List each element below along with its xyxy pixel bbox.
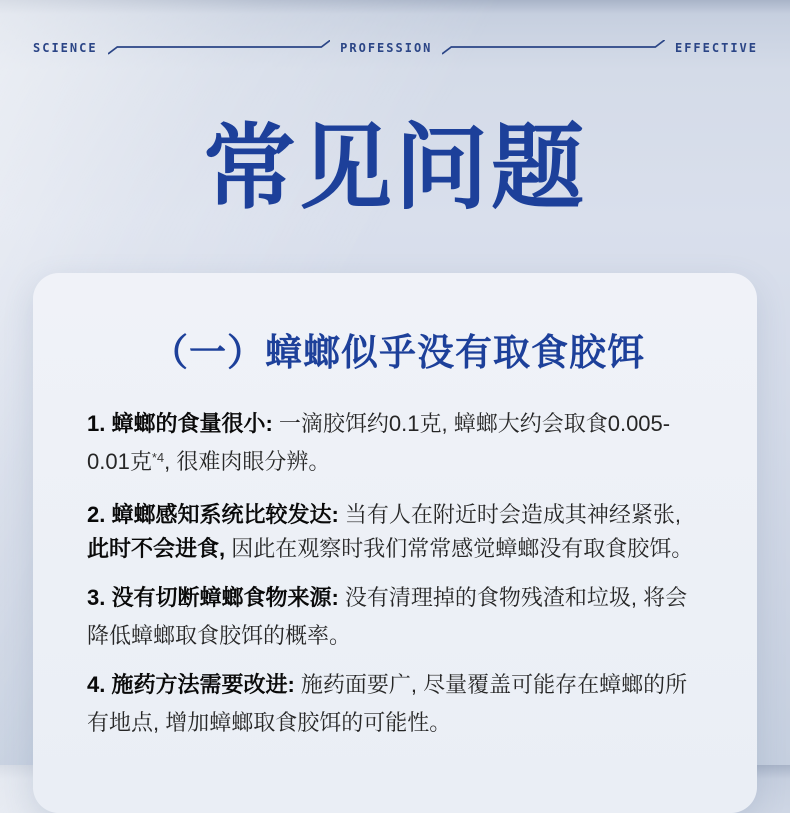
faq-card — [33, 273, 757, 813]
faq-item-bold-text: 此时不会进食, — [87, 536, 226, 561]
faq-item-lead: 2. 蟑螂感知系统比较发达: — [87, 502, 339, 527]
faq-item-1 — [87, 407, 709, 479]
faq-item-superscript: *4 — [151, 450, 165, 465]
faq-item-text: 因此在观察时我们常常感觉蟑螂没有取食胶饵。 — [225, 536, 694, 561]
header-label-profession: PROFESSION — [340, 41, 433, 55]
faq-item-text: 施药面要广, 尽量覆盖可能存在蟑螂的所有地点, 增加蟑螂取食胶饵的可能性。 — [87, 672, 688, 735]
faq-item-text: 没有清理掉的食物残渣和垃圾, 将会降低蟑螂取食胶饵的概率。 — [87, 585, 688, 648]
faq-card-title: （一）蟑螂似乎没有取食胶饵 — [151, 332, 645, 373]
header-line-right — [442, 40, 665, 56]
faq-item-2 — [87, 494, 709, 566]
faq-item-text: 当有人在附近时会造成其神经紧张, — [338, 502, 682, 527]
header-banner — [0, 0, 790, 56]
faq-item-3 — [87, 581, 709, 653]
faq-item-4 — [87, 668, 709, 740]
header-label-effective: EFFECTIVE — [674, 41, 759, 55]
header-line-left — [108, 40, 331, 56]
faq-item-text: , 很难肉眼分辨。 — [164, 449, 331, 474]
page-title: 常见问题 — [203, 116, 587, 220]
header-label-science: SCIENCE — [33, 41, 98, 55]
faq-item-text: 一滴胶饵约0.1克, 蟑螂大约会取食0.005-0.01克 — [87, 411, 671, 474]
faq-item-lead: 3. 没有切断蟑螂食物来源: — [87, 585, 339, 610]
faq-item-lead: 1. 蟑螂的食量很小: — [87, 411, 273, 436]
faq-item-lead: 4. 施药方法需要改进: — [87, 672, 295, 697]
